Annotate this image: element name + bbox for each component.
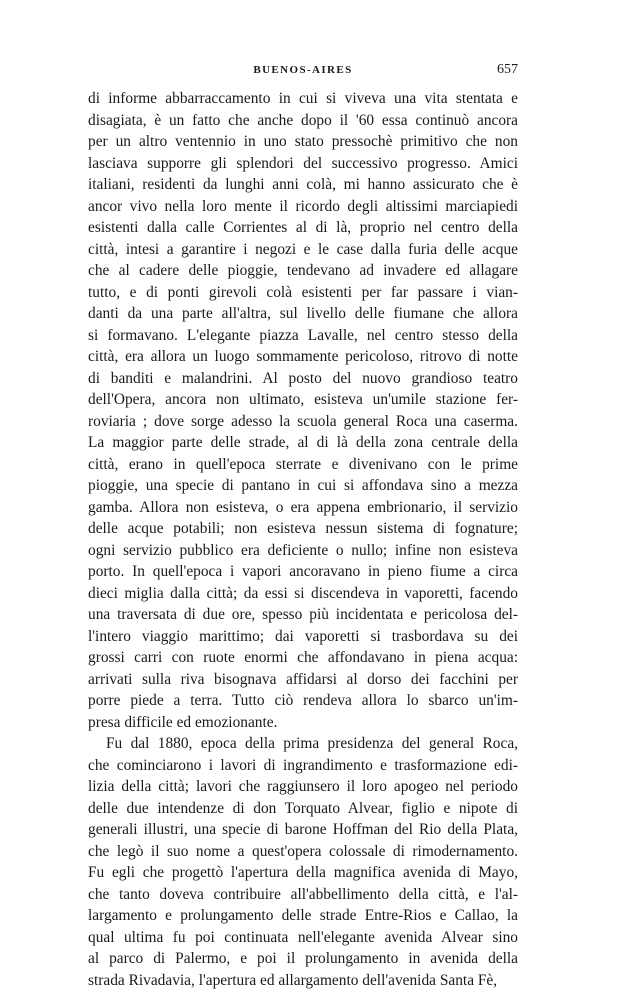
text-line: per un altro ventennio in uno stato pressochè primitivo che non xyxy=(88,131,518,153)
text-line: città, era allora un luogo sommamente pericoloso, ritrovo di notte xyxy=(88,346,518,368)
text-line: gamba. Allora non esisteva, o era appena embrionario, il servizio xyxy=(88,497,518,519)
text-line: che cominciarono i lavori di ingrandimento e trasformazione edi- xyxy=(88,755,518,777)
text-line: ogni servizio pubblico era deficiente o nullo; infine non esisteva xyxy=(88,540,518,562)
text-line: esistenti dalla calle Corrientes al di là, proprio nel centro della xyxy=(88,217,518,239)
text-line: italiani, residenti da lunghi anni colà, mi hanno assicurato che è xyxy=(88,174,518,196)
text-line: tutto, e di ponti girevoli colà esistenti per far passare i vian- xyxy=(88,282,518,304)
text-line: città, erano in quell'epoca sterrate e divenivano con le prime xyxy=(88,454,518,476)
text-line: largamento e prolungamento delle strade Entre-Rios e Callao, la xyxy=(88,905,518,927)
text-line: disagiata, è un fatto che anche dopo il '60 essa continuò ancora xyxy=(88,110,518,132)
text-line: porre piede a terra. Tutto ciò rendeva allora lo sbarco un'im- xyxy=(88,690,518,712)
text-line: presa difficile ed emozionante. xyxy=(88,712,518,734)
text-line: Fu egli che progettò l'apertura della magnifica avenida di Mayo, xyxy=(88,862,518,884)
page-number: 657 xyxy=(497,62,518,78)
text-line: ancor vivo nella loro mente il ricordo degli altissimi marciapiedi xyxy=(88,196,518,218)
text-line: Fu dal 1880, epoca della prima presidenza del general Roca, xyxy=(88,733,518,755)
text-line: che tanto doveva contribuire all'abbellimento della città, e l'al- xyxy=(88,884,518,906)
paragraph xyxy=(88,733,518,991)
text-line: lasciava supporre gli splendori del successivo progresso. Amici xyxy=(88,153,518,175)
body-text xyxy=(88,88,518,991)
text-line: che legò il suo nome a quest'opera colossale di rimodernamento. xyxy=(88,841,518,863)
text-line: pioggie, una specie di pantano in cui si affondava sino a mezza xyxy=(88,475,518,497)
text-line: porto. In quell'epoca i vapori ancoravano in pieno fiume a circa xyxy=(88,561,518,583)
text-line: arrivati sulla riva bisognava affidarsi al dorso dei facchini per xyxy=(88,669,518,691)
paragraph xyxy=(88,88,518,733)
text-line: delle acque potabili; non esisteva nessun sistema di fognature; xyxy=(88,518,518,540)
text-line: danti da una parte all'altra, sul livello delle fiumane che allora xyxy=(88,303,518,325)
text-line: roviaria ; dove sorge adesso la scuola general Roca una caserma. xyxy=(88,411,518,433)
text-line: dell'Opera, ancora non ultimato, esisteva un'umile stazione fer- xyxy=(88,389,518,411)
running-title: BUENOS-AIRES xyxy=(88,64,518,76)
text-line: una traversata di due ore, spesso più incidentata e pericolosa del- xyxy=(88,604,518,626)
text-line: città, intesi a garantire i negozi e le case dalla furia delle acque xyxy=(88,239,518,261)
text-line: di banditi e malandrini. Al posto del nuovo grandioso teatro xyxy=(88,368,518,390)
text-line: generali illustri, una specie di barone Hoffman del Rio della Plata, xyxy=(88,819,518,841)
text-line: l'intero viaggio marittimo; dai vaporetti si trasbordava su dei xyxy=(88,626,518,648)
text-line: grossi carri con ruote enormi che affondavano in piena acqua: xyxy=(88,647,518,669)
text-line: si formavano. L'elegante piazza Lavalle, nel centro stesso della xyxy=(88,325,518,347)
text-line: di informe abbarraccamento in cui si viveva una vita stentata e xyxy=(88,88,518,110)
text-line: La maggior parte delle strade, al di là della zona centrale della xyxy=(88,432,518,454)
text-line: dieci miglia dalla città; da essi si discendeva in vaporetti, facendo xyxy=(88,583,518,605)
running-header xyxy=(88,64,518,82)
text-line: strada Rivadavia, l'apertura ed allargamento dell'avenida Santa Fè, xyxy=(88,970,518,991)
text-line: lizia della città; lavori che raggiunsero il loro apogeo nel periodo xyxy=(88,776,518,798)
text-line: che al cadere delle pioggie, tendevano ad invadere ed allagare xyxy=(88,260,518,282)
text-line: delle due intendenze di don Torquato Alvear, figlio e nipote di xyxy=(88,798,518,820)
text-line: qual ultima fu poi continuata nell'elegante avenida Alvear sino xyxy=(88,927,518,949)
text-line: al parco di Palermo, e poi il prolungamento in avenida della xyxy=(88,948,518,970)
